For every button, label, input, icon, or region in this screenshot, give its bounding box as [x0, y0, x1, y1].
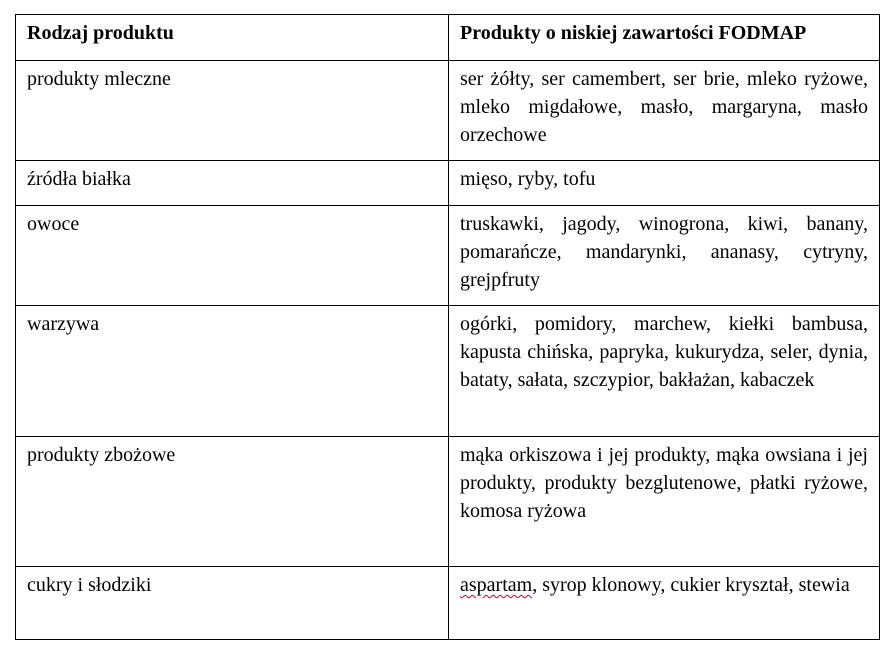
row-products [449, 567, 880, 640]
row-products: mięso, ryby, tofu [449, 161, 880, 206]
row-products: ser żółty, ser camembert, ser brie, mleko ryżowe, mleko migdałowe, masło, margaryna, masło orzechowe [449, 61, 880, 161]
table-header-row [16, 15, 880, 61]
row-products-rest: , syrop klonowy, cukier kryształ, stewia [532, 574, 850, 596]
table-row [16, 61, 880, 161]
row-category: źródła białka [16, 161, 449, 206]
table-row [16, 567, 880, 640]
table-row [16, 161, 880, 206]
table-row [16, 206, 880, 306]
header-category: Rodzaj produktu [16, 15, 449, 61]
row-category: produkty mleczne [16, 61, 449, 161]
row-products: ogórki, pomidory, marchew, kiełki bambusa, kapusta chińska, papryka, kukurydza, seler, dynia, bataty, sałata, szczypior, bakłażan, kabaczek [449, 306, 880, 437]
row-products: truskawki, jagody, winogrona, kiwi, banany, pomarańcze, mandarynki, ananasy, cytryny, grejpfruty [449, 206, 880, 306]
fodmap-table [15, 14, 880, 640]
row-category: cukry i słodziki [16, 567, 449, 640]
row-category: owoce [16, 206, 449, 306]
row-category: warzywa [16, 306, 449, 437]
row-category: produkty zbożowe [16, 437, 449, 567]
table-row [16, 437, 880, 567]
table-row [16, 306, 880, 437]
header-products: Produkty o niskiej zawartości FODMAP [449, 15, 880, 61]
spellcheck-flagged-word[interactable]: aspartam [460, 574, 533, 596]
row-products: mąka orkiszowa i jej produkty, mąka owsiana i jej produkty, produkty bezglutenowe, płatki ryżowe, komosa ryżowa [449, 437, 880, 567]
